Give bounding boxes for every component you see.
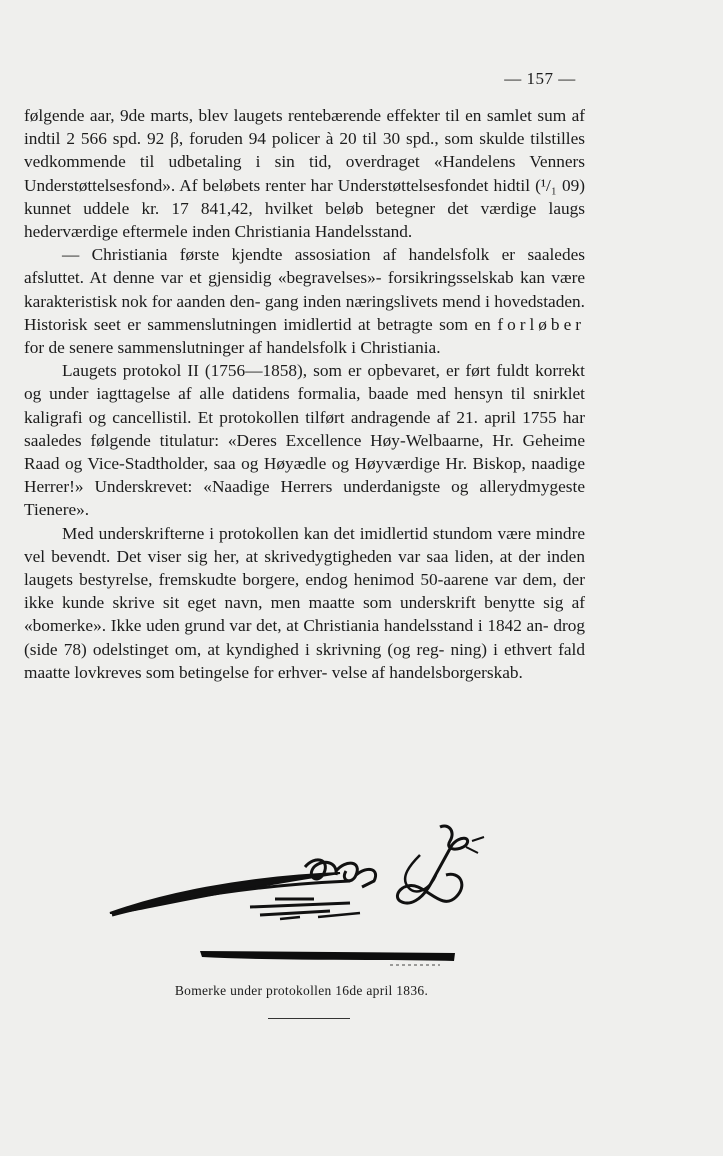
bomerke-figure bbox=[100, 815, 500, 980]
divider-rule bbox=[268, 1018, 350, 1019]
page-number bbox=[0, 69, 605, 89]
bomerke-drawing bbox=[100, 815, 500, 980]
paragraph-4: Med underskrifterne i protokollen kan det imidlertid stundom være mindre vel bevendt. Det viser sig her, at skrivedygtigheden var saa liden, at der inden laugets bestyrelse, fremskudte borgere, endog henimod 50-aarene var dem, der ikke kunde skrive sit eget navn, men maatte som underskrift benytte sig af «bomerke». Ikke uden grund var det, at Christiania handelsstand i 1842 an- drog (side 78) odelstinget om, at kyndighed i skrivning (og reg- ning) i ethvert fald maatte lovkreves som betingelse for erhver- velse af handelsborgerskab. bbox=[24, 523, 585, 682]
paragraph-3: Laugets protokol II (1756—1858), som er opbevaret, er ført fuldt korrekt og under iagttagelse af alle datidens formalia, baade med hensyn til snirklet kaligrafi og cancellistil. Et protokollen tilført andragende af 21. april 1755 har saaledes følgende titulatur: «Deres Excellence Høy-Welbaarne, Hr. Geheime Raad og Vice-Stadtholder, saa og Høyædle og Høyværdige Hr. Biskop, naadige Herrer!» Underskrevet: «Naadige Herrers underdanigste og allerydmygeste Tienere». bbox=[24, 361, 585, 520]
paragraph-2: — Christiania første kjendte assosiation af handelsfolk er saaledes afsluttet. At denne var et gjensidig «begravelses»- forsikringsselskab kan være karakteristisk nok for aanden den- gang inden næringslivets mend i hovedstaden. Historisk seet er sammenslutningen imidlertid at betragte som en forløber for de senere sammenslutninger af handelsfolk i Christiania. bbox=[24, 245, 586, 358]
body-text bbox=[24, 104, 585, 684]
figure-caption: Bomerke under protokollen 16de april 1836. bbox=[174, 983, 429, 998]
page-number-text: — 157 — bbox=[504, 69, 576, 88]
emphasized-word: forløber bbox=[497, 314, 586, 334]
paragraph-1: følgende aar, 9de marts, blev laugets rentebærende effekter til en samlet sum af indtil 2 566 spd. 92 β, foruden 94 policer à 20 til 30 spd., som skulde tilstilles vedkommende til udbetaling i sin tid, overdraget «Handelens Venners Understøttelsesfond». Af beløbets renter har Understøttelsesfondet hidtil (¹/₁ 09) kunnet uddele kr. 17 841,42, hvilket beløb betegner det værdige laugs hederværdige eftermele inden Christiania Handelsstand. bbox=[24, 106, 586, 242]
